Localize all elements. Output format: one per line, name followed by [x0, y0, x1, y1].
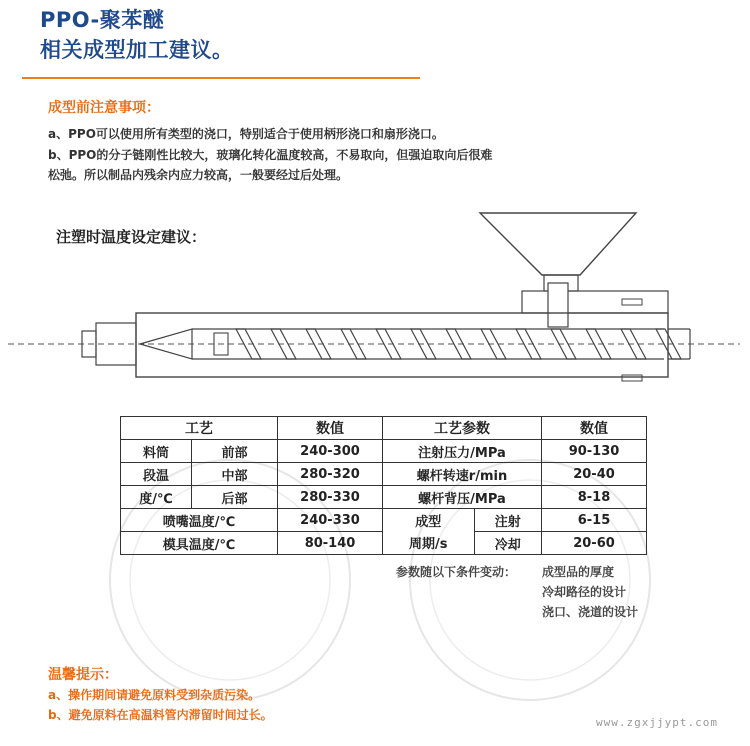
barrel-label-2: 段温	[121, 463, 192, 486]
param-injection-pressure: 注射压力/MPa	[383, 440, 542, 463]
table-row	[121, 440, 647, 463]
feed-block	[522, 291, 668, 313]
mold-temp-label: 模具温度/℃	[121, 532, 278, 555]
title-divider	[22, 77, 420, 79]
cycle-label-1: 成型	[383, 509, 475, 532]
table-row	[121, 486, 647, 509]
mold-temp-value: 80-140	[278, 532, 383, 555]
notes-lead: 参数随以下条件变动：	[396, 565, 517, 579]
page-title-line2: 相关成型加工建议。	[40, 38, 234, 62]
inject-time-label: 注射	[474, 509, 541, 532]
process-parameter-table	[120, 416, 647, 555]
param-back-pressure: 螺杆背压/MPa	[383, 486, 542, 509]
hopper	[480, 213, 636, 275]
note-item-1: 成型品的厚度	[542, 565, 615, 579]
feed-slot-top	[622, 299, 642, 305]
temperature-heading: 注塑时温度设定建议：	[56, 228, 207, 246]
nozzle-temp-label: 喷嘴温度/℃	[121, 509, 278, 532]
cycle-label-2: 周期/s	[383, 532, 475, 555]
pre-molding-line-3: 松弛。所以制品内残余内应力较高，一般要经过后处理。	[48, 168, 349, 182]
header-param-value: 数值	[542, 417, 647, 440]
table-row	[121, 509, 647, 532]
feed-throat	[548, 283, 568, 327]
header-value: 数值	[278, 417, 383, 440]
barrel-label-1: 料筒	[121, 440, 192, 463]
pre-molding-heading: 成型前注意事项：	[48, 100, 160, 116]
tips-heading: 温馨提示：	[48, 667, 118, 683]
param-injection-pressure-value: 90-130	[542, 440, 647, 463]
injection-machine-diagram	[0, 205, 750, 395]
zone-rear-value: 280-330	[278, 486, 383, 509]
table-row	[121, 532, 647, 555]
tip-item-1: a、操作期间请避免原料受到杂质污染。	[48, 688, 261, 702]
note-item-2: 冷却路径的设计	[542, 585, 627, 599]
pre-molding-line-1: a、PPO可以使用所有类型的浇口，特别适合于使用柄形浇口和扇形浇口。	[48, 127, 444, 141]
barrel	[136, 313, 668, 377]
header-process: 工艺	[121, 417, 278, 440]
cool-time-label: 冷却	[474, 532, 541, 555]
zone-middle: 中部	[192, 463, 278, 486]
zone-middle-value: 280-320	[278, 463, 383, 486]
zone-front-value: 240-300	[278, 440, 383, 463]
screw-tip	[140, 329, 192, 359]
param-back-pressure-value: 8-18	[542, 486, 647, 509]
barrel-label-3: 度/℃	[121, 486, 192, 509]
pre-molding-line-2: b、PPO的分子链刚性比较大，玻璃化转化温度较高，不易取向，但强迫取向后很难	[48, 148, 493, 162]
zone-rear: 后部	[192, 486, 278, 509]
site-url: www.zgxjjypt.com	[596, 716, 718, 729]
header-param: 工艺参数	[383, 417, 542, 440]
cool-time-value: 20-60	[542, 532, 647, 555]
inject-time-value: 6-15	[542, 509, 647, 532]
zone-front: 前部	[192, 440, 278, 463]
table-row	[121, 463, 647, 486]
feed-slot-bottom	[622, 375, 642, 381]
page-title-line1: PPO-聚苯醚	[40, 8, 165, 32]
param-screw-speed-value: 20-40	[542, 463, 647, 486]
note-item-3: 浇口、浇道的设计	[542, 605, 639, 619]
param-screw-speed: 螺杆转速r/min	[383, 463, 542, 486]
tip-item-2: b、避免原料在高温料管内滞留时间过长。	[48, 708, 273, 722]
nozzle-temp-value: 240-330	[278, 509, 383, 532]
